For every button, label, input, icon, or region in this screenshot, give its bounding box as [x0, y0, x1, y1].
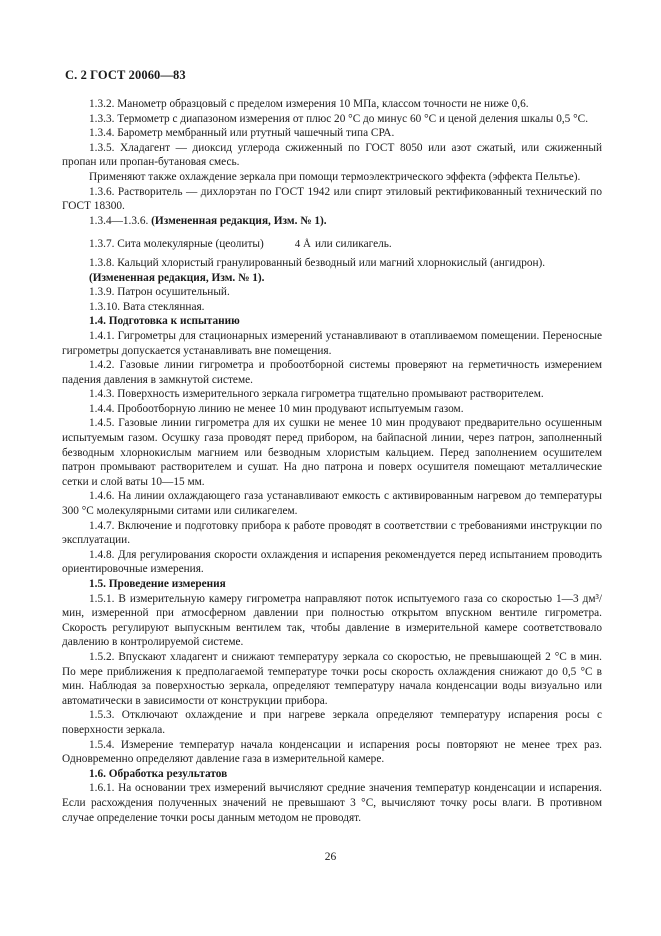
clause-1-5-3: 1.5.3. Отключают охлаждение и при нагреве зеркала определяют температуру испарения росы с поверхности зеркала.	[62, 709, 602, 736]
clause-1-3-6: 1.3.6. Растворитель — дихлорэтан по ГОСТ 1942 или спирт этиловый ректификованный технический по ГОСТ 18300.	[62, 185, 602, 213]
clause-1-6-1: 1.6.1. На основании трех измерений вычисляют средние значения температур конденсации и испарения. Если расхождения полученных значений не превышают 3 °C, вычисляют точку росы влаги. В противном случае определение точки росы данным методом не проводят.	[62, 782, 602, 824]
clause-1-3-9: 1.3.9. Патрон осушительный.	[89, 286, 230, 299]
clause-1-3-8: 1.3.8. Кальций хлористый гранулированный безводный или магний хлорнокислый (ангидрон).	[89, 256, 546, 269]
clause-1-4-1: 1.4.1. Гигрометры для стационарных измерений устанавливают в отапливаемом помещении. Переносные гигрометры допускается устанавливать вне помещения.	[62, 329, 602, 357]
clause-1-3-7-text: 1.3.7. Сита молекулярные (цеолиты)	[89, 238, 264, 251]
clause-1-3-10: 1.3.10. Вата стеклянная.	[89, 300, 205, 313]
section-heading-1-4: 1.4. Подготовка к испытанию	[89, 315, 240, 328]
clause-1-4-4: 1.4.4. Пробоотборную линию не менее 10 мин продувают испытуемым газом.	[89, 402, 464, 415]
angstrom-unit: 4 Å	[294, 238, 311, 251]
clause-1-3-5: 1.3.5. Хладагент — диоксид углерода сжиженный по ГОСТ 8050 или азот сжатый, или сжиженный пропан или пропан-бутановая смесь.	[62, 141, 602, 169]
clause-1-3-7-tail: или силикагель.	[314, 238, 392, 251]
clause-1-4-7: 1.4.7. Включение и подготовку прибора к работе проводят в соответствии с требованиями инструкции по эксплуатации.	[62, 519, 602, 547]
clause-1-4-3: 1.4.3. Поверхность измерительного зеркала гигрометра тщательно промывают растворителем.	[89, 388, 544, 401]
clause-1-5-2: 1.5.2. Впускают хладагент и снижают температуру зеркала со скоростью, не превышающей 2 °C в мин. По мере приближения к предполагаемой температуре точки росы скорость охлаждения снижают до 0,5 °C в мин. Наблюдая за поверхностью зеркала, определяют температуру начала конденсации воды визуально или автоматически в зависимости от конструкции прибора.	[62, 650, 602, 707]
clause-1-3-7	[62, 237, 602, 252]
clause-1-3-5-note: Применяют также охлаждение зеркала при помощи термоэлектрического эффекта (эффекта Пельтье).	[89, 170, 581, 183]
clause-1-3-3: 1.3.3. Термометр с диапазоном измерения от плюс 20 °C до минус 60 °C и ценой деления шкалы 0,5 °C.	[89, 112, 589, 125]
section-heading-1-5: 1.5. Проведение измерения	[89, 578, 226, 590]
amendment-clauses: 1.3.4—1.3.6.	[89, 214, 149, 227]
clause-1-5-1: 1.5.1. В измерительную камеру гигрометра направляют поток испытуемого газа со скоростью 1—3 дм³/мин, измеренной при атмосферном давлении при полностью открытом впускном вентиле гигрометра. Скорость регулируют выпускным вентилем так, чтобы давление в измерительной камере соответствовало давлению в контролируемой системе.	[62, 592, 602, 649]
clause-1-4-6: 1.4.6. На линии охлаждающего газа устанавливают емкость с активированным нагревом до температуры 300 °C молекулярными ситами или силикагелем.	[62, 490, 602, 518]
clause-1-3-2: 1.3.2. Манометр образцовый с пределом измерения 10 МПа, классом точности не ниже 0,6.	[89, 98, 529, 110]
clause-1-5-4: 1.5.4. Измерение температур начала конденсации и испарения росы повторяют не менее трех раз. Одновременно определяют давление газа в измерительной камере.	[62, 738, 602, 766]
amendment-label: (Измененная редакция, Изм. № 1).	[151, 214, 327, 227]
clause-1-4-5: 1.4.5. Газовые линии гигрометра для их сушки не менее 10 мин продувают предварительно осушенным испытуемым газом. Осушку газа проводят перед прибором, на байпасной линии, через патрон, заполненный безводным хлорнокислым магнием или безводным хлористым кальцием. Перед заполнением осушителем патрон промывают растворителем и сушат. На дно патрона и поверх осушителя помещают металлические сетки и слой ваты 10—15 мм.	[62, 417, 602, 488]
page-header: С. 2 ГОСТ 20060—83	[65, 68, 186, 82]
amendment-note-1-3-4-1-3-6	[62, 214, 602, 229]
clause-1-3-4: 1.3.4. Барометр мембранный или ртутный чашечный типа СРА.	[89, 127, 395, 140]
section-heading-1-6: 1.6. Обработка результатов	[89, 767, 228, 780]
clause-1-4-8: 1.4.8. Для регулирования скорости охлаждения и испарения рекомендуется перед испытанием проводить ориентировочные измерения.	[62, 548, 602, 576]
page-number: 26	[324, 851, 337, 863]
clause-1-4-2: 1.4.2. Газовые линии гигрометра и пробоотборной системы проверяют на герметичность измерением падения давления в замкнутой системе.	[62, 359, 602, 386]
amendment-note-1-3-8: (Измененная редакция, Изм. № 1).	[89, 271, 265, 284]
document-body	[62, 97, 602, 825]
